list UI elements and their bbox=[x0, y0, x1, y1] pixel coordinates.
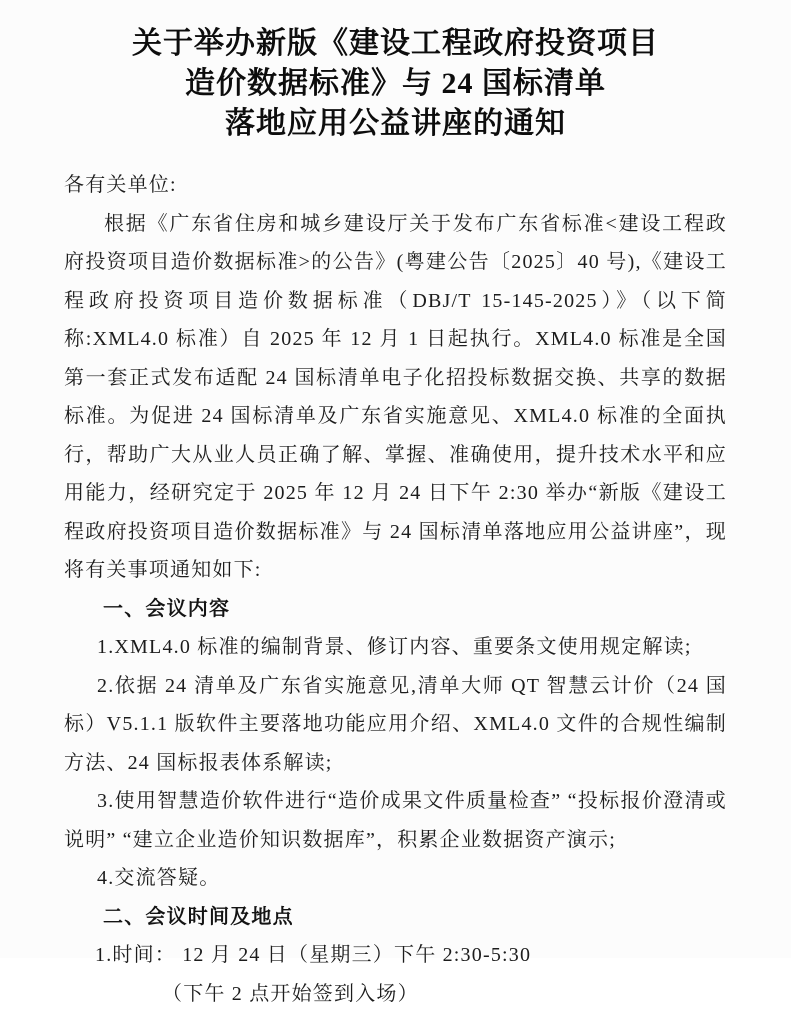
section-1-item-1: 1.XML4.0 标准的编制背景、修订内容、重要条文使用规定解读; bbox=[64, 628, 727, 667]
section-1-item-2: 2.依据 24 清单及广东省实施意见,清单大师 QT 智慧云计价（24 国标）V5.1.1 版软件主要落地功能应用介绍、XML4.0 文件的合规性编制方法、24 国标报表体系解读; bbox=[64, 667, 727, 783]
notice-title bbox=[64, 24, 727, 144]
salutation-line: 各有关单位: bbox=[64, 166, 727, 205]
section-1-heading: 一、会议内容 bbox=[64, 590, 727, 629]
notice-title-line-1: 关于举办新版《建设工程政府投资项目 bbox=[64, 24, 727, 64]
notice-title-line-2: 造价数据标准》与 24 国标清单 bbox=[64, 64, 727, 104]
section-1-item-4: 4.交流答疑。 bbox=[64, 859, 727, 898]
signin-note-line: （下午 2 点开始签到入场） bbox=[64, 975, 727, 1013]
notice-body bbox=[64, 166, 727, 1013]
section-2-heading: 二、会议时间及地点 bbox=[64, 898, 727, 937]
notice-title-line-3: 落地应用公益讲座的通知 bbox=[64, 104, 727, 144]
intro-paragraph: 根据《广东省住房和城乡建设厅关于发布广东省标准<建设工程政府投资项目造价数据标准>的公告》(粤建公告〔2025〕40 号),《建设工程政府投资项目造价数据标准（DBJ/T 15-145-2025）》（以下简称:XML4.0 标准）自 2025 年 12 月 1 日起执行。XML4.0 标准是全国第一套正式发布适配 24 国标清单电子化招投标数据交换、共享的数据标准。为促进 24 国标清单及广东省实施意见、XML4.0 标准的全面执行，帮助广大从业人员正确了解、掌握、准确使用，提升技术水平和应用能力，经研究定于 2025 年 12 月 24 日下午 2:30 举办“新版《建设工程政府投资项目造价数据标准》与 24 国标清单落地应用公益讲座”，现将有关事项通知如下: bbox=[64, 205, 727, 590]
section-1-item-3: 3.使用智慧造价软件进行“造价成果文件质量检查” “投标报价澄清或说明” “建立企业造价知识数据库”，积累企业数据资产演示; bbox=[64, 782, 727, 859]
meeting-time-line: 1.时间： 12 月 24 日（星期三）下午 2:30-5:30 bbox=[64, 936, 727, 975]
